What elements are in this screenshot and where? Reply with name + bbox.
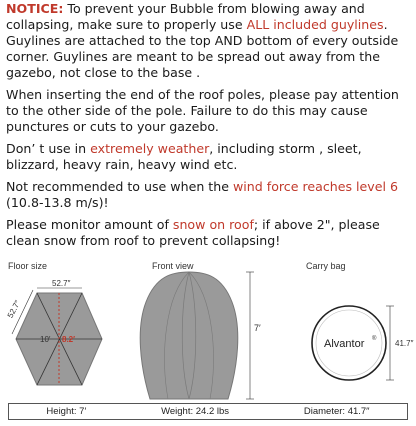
snow-highlight: snow on roof xyxy=(172,217,254,232)
notice-text xyxy=(6,0,414,249)
notice-lead: NOTICE: xyxy=(6,1,64,16)
carry-bag-label: Carry bag xyxy=(306,261,346,271)
carry-height-dim: 41.7″ xyxy=(395,339,414,348)
front-height-dim: 7′ xyxy=(254,323,261,333)
spec-height: Height: 7′ xyxy=(46,406,87,417)
notice-roof-poles: When inserting the end of the roof poles, please pay attention to the other side of the pole. Failure to do this may cause punctures or cuts to your gazebo. xyxy=(6,87,399,134)
wind-highlight: wind force reaches level 6 xyxy=(232,179,399,194)
floor-depth-dim: 8.2′ xyxy=(62,335,76,344)
weather-highlight: extremely weather xyxy=(90,141,210,156)
brand-logo: Alvantor xyxy=(324,338,365,350)
floor-side-dim: 52.7″ xyxy=(5,298,23,320)
notice-wind: Not recommended to use when the wind force reaches level 6 (10.8-13.8 m/s)! xyxy=(6,179,399,210)
notice-snow: Please monitor amount of snow on roof; if above 2", please clean snow from roof to prevent collapsing! xyxy=(6,217,380,248)
front-view-tent xyxy=(140,272,254,399)
notice-guylines: NOTICE: To prevent your Bubble from blowing away and collapsing, make sure to properly use ALL included guylines. Guylines are attached to the top AND bottom of every outside corner. Guylines are meant to be spread out away from the gazebo, not close to the base . xyxy=(6,1,399,80)
spec-bar xyxy=(8,403,408,420)
floor-size-label: Floor size xyxy=(8,261,48,271)
brand-registered-mark: ® xyxy=(372,336,377,342)
spec-diameter: Diameter: 41.7″ xyxy=(303,406,370,417)
floor-width-dim: 10′ xyxy=(40,335,51,344)
floor-hexagon xyxy=(12,288,102,385)
front-view-label: Front view xyxy=(152,261,194,271)
floor-top-dim: 52.7″ xyxy=(52,279,71,288)
spec-weight: Weight: 24.2 lbs xyxy=(161,406,230,417)
notice-weather: Don’ t use in extremely weather, including storm , sleet, blizzard, heavy rain, heavy wind etc. xyxy=(6,141,362,172)
product-diagrams xyxy=(0,256,416,406)
guylines-highlight: ALL included guylines xyxy=(246,17,384,32)
diagram-drawings xyxy=(0,256,416,406)
